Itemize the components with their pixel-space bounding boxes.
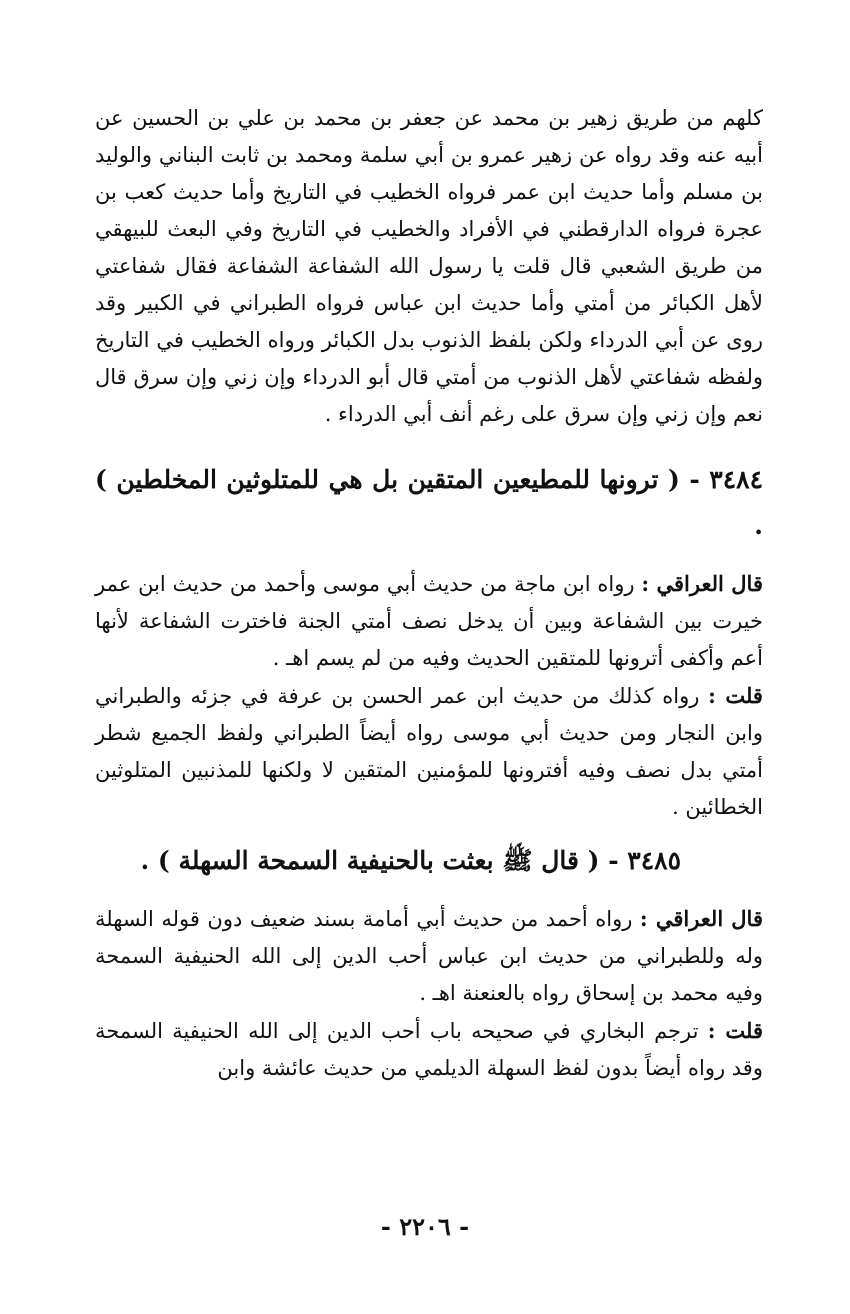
entry-3485-iraqi-note [95,900,763,1012]
page-body [95,100,763,1087]
entry-heading-3484: ٣٤٨٤ - ( ترونها للمطيعين المتقين بل هي للمتلوثين المخلطين ) . [95,465,763,540]
entry-3485-author-note [95,1012,763,1087]
entry-3484-author-note [95,677,763,826]
entry-3484-iraqi-note [95,565,763,677]
note-text: رواه ابن ماجة من حديث أبي موسى وأحمد من حديث ابن عمر خيرت بين الشفاعة وبين أن يدخل نصف أمتي الجنة فاخترت الشفاعة لأنها أعم وأكفى أترونها للمتقين الحديث وفيه من لم يسم اهـ . [95,572,763,670]
page-number: - ٢٢٠٦ - [380,1212,470,1241]
note-lead: قال العراقي : [639,906,763,931]
entry-heading-3485: ٣٤٨٥ - ( قال ﷺ بعثت بالحنيفية السمحة السهلة ) . [140,846,681,875]
note-lead: قلت : [708,683,763,708]
note-text: رواه كذلك من حديث ابن عمر الحسن بن عرفة في جزئه والطبراني وابن النجار ومن حديث أبي موسى رواه أيضاً الطبراني ولفظ الجميع شطر أمتي بدل نصف وفيه أفترونها للمؤمنين المتقين لا ولكنها للمذنبين المتلوثين الخطائين . [95,684,763,819]
note-lead: قلت : [707,1018,763,1043]
intro-paragraph: كلهم من طريق زهير بن محمد عن جعفر بن محمد بن علي بن الحسين عن أبيه عنه وقد رواه عن زهير عمرو بن أبي سلمة ومحمد بن ثابت البناني والوليد بن مسلم وأما حديث ابن عمر فرواه الخطيب في التاريخ وأما حديث كعب بن عجرة فرواه الدارقطني في الأفراد والخطيب في التاريخ وفي البعث للبيهقي من طريق الشعبي قال قلت يا رسول الله الشفاعة الشفاعة فقال شفاعتي لأهل الكبائر من أمتي وأما حديث ابن عباس فرواه الطبراني في الكبير وقد روى عن أبي الدرداء ولكن بلفظ الذنوب بدل الكبائر ورواه الخطيب في التاريخ ولفظه شفاعتي لأهل الذنوب من أمتي قال أبو الدرداء وإن زني وإن سرق قال نعم وإن زني وإن سرق على رغم أنف أبي الدرداء . [95,106,763,426]
note-lead: قال العراقي : [641,571,763,596]
note-text: ترجم البخاري في صحيحه باب أحب الدين إلى الله الحنيفية السمحة وقد رواه أيضاً بدون لفظ السهلة الديلمي من حديث عائشة وابن [95,1019,763,1080]
note-text: رواه أحمد من حديث أبي أمامة بسند ضعيف دون قوله السهلة وله وللطبراني من حديث ابن عباس أحب الدين إلى الله الحنيفية السمحة وفيه محمد بن إسحاق رواه بالعنعنة اهـ . [95,907,763,1005]
